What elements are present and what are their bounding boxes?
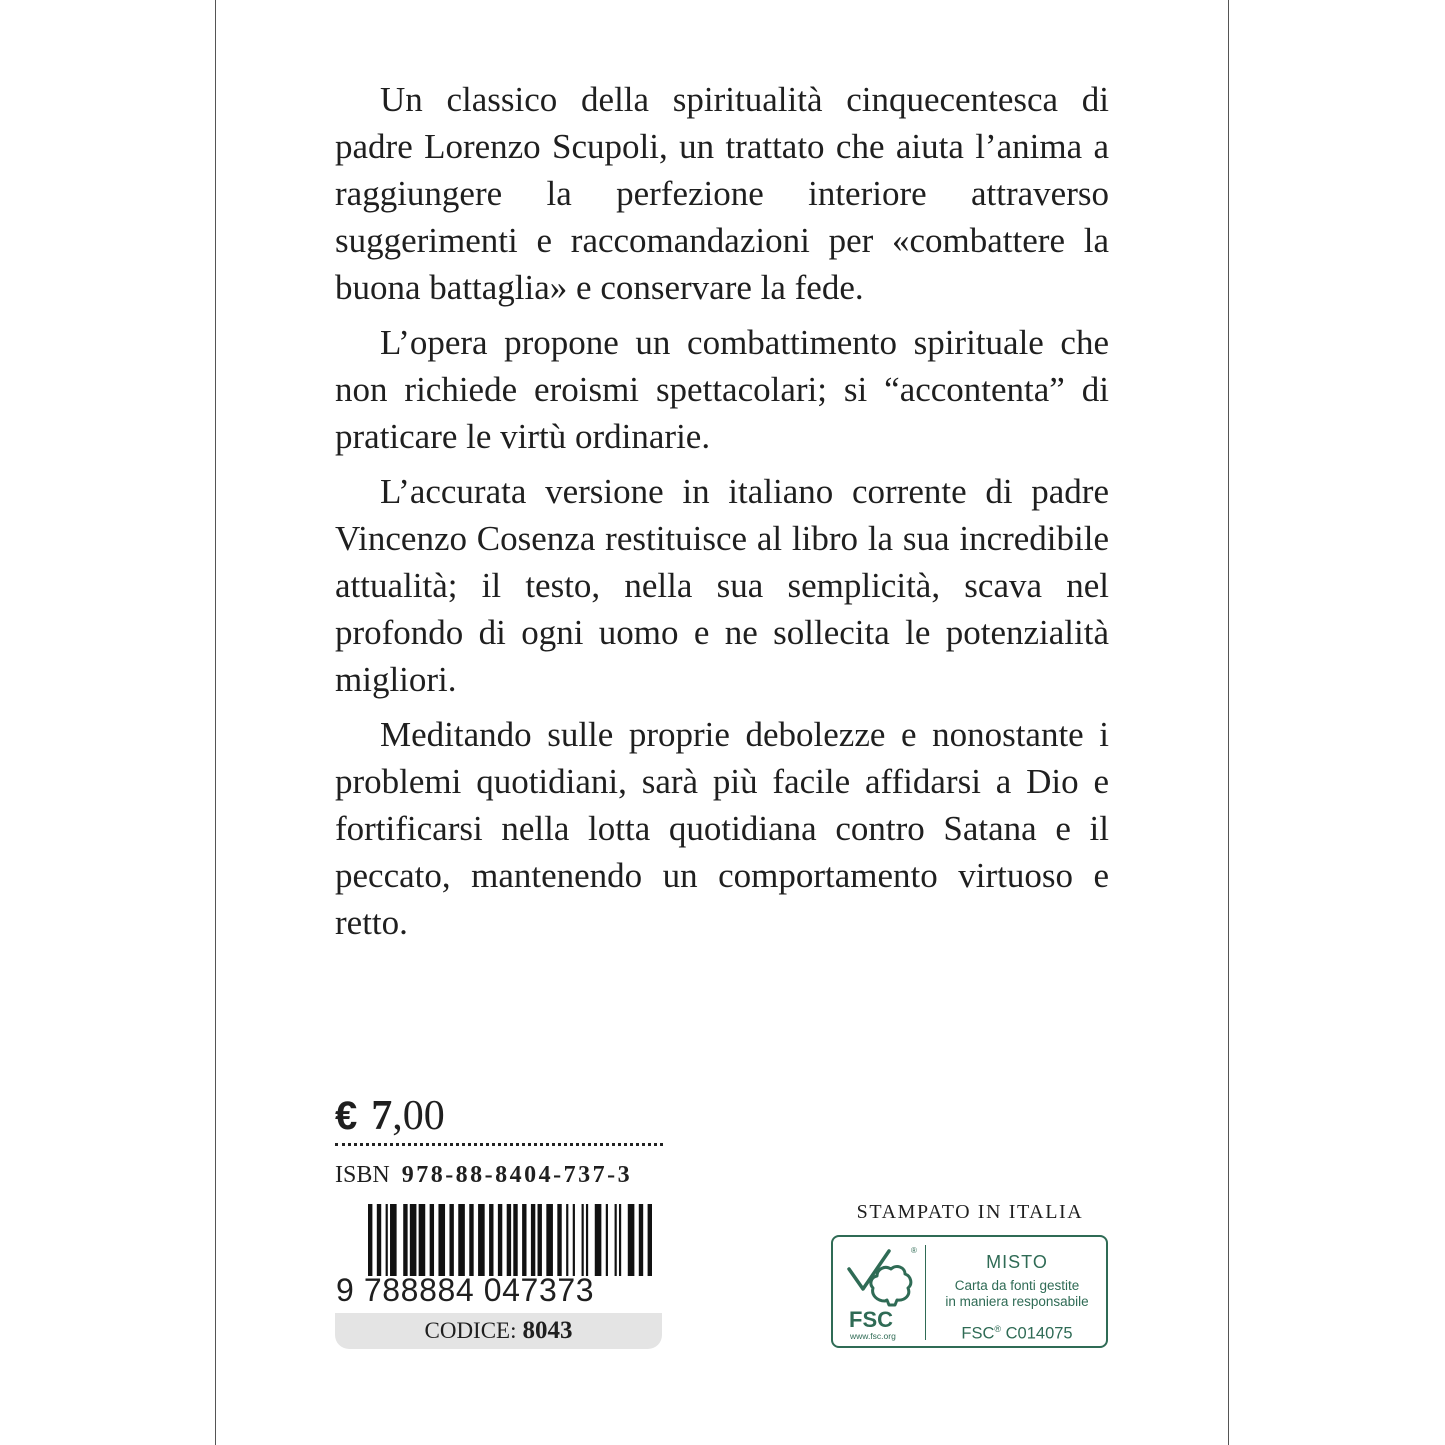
price-decimals: ,00: [392, 1093, 445, 1139]
price-tag: [335, 1088, 445, 1144]
barcode-bar: [489, 1204, 493, 1276]
barcode-bar: [419, 1204, 426, 1276]
barcode-bar: [513, 1204, 517, 1276]
fsc-description: [931, 1278, 1103, 1310]
product-code-label: CODICE:: [424, 1318, 517, 1343]
barcode-bar: [498, 1204, 502, 1276]
currency-symbol: €: [335, 1094, 358, 1138]
barcode-bar: [377, 1204, 381, 1276]
barcode-bar: [566, 1204, 568, 1276]
barcode-bar: [531, 1204, 535, 1276]
fsc-description-line-2: in maniera responsabile: [945, 1294, 1089, 1309]
fsc-code-prefix: FSC: [961, 1324, 995, 1343]
barcode-bar: [386, 1204, 388, 1276]
barcode-bar: [478, 1204, 485, 1276]
barcode-bar: [595, 1204, 602, 1276]
description-paragraph-4: Meditando sulle proprie debolezze e nonostante i problemi quotidiani, sarà più facile affidarsi a Dio e fortificarsi nella lotta quotidiana contro Satana e il peccato, mantenendo un comportamento virtuoso e retto.: [335, 715, 1109, 942]
isbn-number: 978-88-8404-737-3: [401, 1162, 633, 1188]
isbn-label: ISBN: [335, 1162, 390, 1188]
barcode-icon: [368, 1204, 652, 1276]
barcode-bar: [522, 1204, 526, 1276]
product-code-box: [335, 1313, 662, 1349]
barcode-bar: [390, 1204, 397, 1276]
barcode-bar: [403, 1204, 407, 1276]
description-paragraph-2: L’opera propone un combattimento spirituale che non richiede eroismi spettacolari; si “accontenta” di praticare le virtù ordinarie.: [335, 323, 1109, 456]
barcode-digits: 9 788884 047373: [336, 1272, 595, 1308]
fsc-text-block: [931, 1237, 1103, 1344]
barcode-bar: [615, 1204, 617, 1276]
barcode-bar: [458, 1204, 465, 1276]
barcode-bar: [507, 1204, 511, 1276]
fsc-registered-mark: ®: [911, 1246, 917, 1255]
barcode-bar: [639, 1204, 643, 1276]
barcode-bar: [438, 1204, 445, 1276]
fsc-divider: [925, 1245, 926, 1340]
barcode-bar: [606, 1204, 608, 1276]
description-paragraph-1: Un classico della spiritualità cinquecentesca di padre Lorenzo Scupoli, un trattato che aiuta l’anima a raggiungere la perfezione interiore attraverso suggerimenti e raccomandazioni per «combattere la buona battaglia» e conservare la fede.: [335, 80, 1109, 307]
barcode-bar: [538, 1204, 542, 1276]
barcode-bar: [449, 1204, 453, 1276]
barcode-bar: [628, 1204, 635, 1276]
cover-description: [335, 76, 1109, 954]
product-code-value: 8043: [522, 1317, 573, 1344]
fsc-code-registered: ®: [994, 1324, 1002, 1334]
fsc-certification-badge: [831, 1235, 1108, 1348]
barcode-bar: [410, 1204, 417, 1276]
barcode-bar: [619, 1204, 621, 1276]
barcode-bar: [430, 1204, 434, 1276]
barcode-bar: [586, 1204, 588, 1276]
barcode-bar: [368, 1204, 372, 1276]
printed-in-label: STAMPATO IN ITALIA: [856, 1201, 1084, 1223]
isbn-line: [335, 1159, 632, 1191]
barcode-bar: [582, 1204, 584, 1276]
fsc-logo-text: FSC: [849, 1307, 893, 1332]
barcode-bar: [469, 1204, 473, 1276]
fsc-tree-check-icon: [841, 1243, 921, 1343]
barcode-bar: [648, 1204, 652, 1276]
fsc-label: MISTO: [986, 1252, 1048, 1272]
fsc-description-line-1: Carta da fonti gestite: [954, 1278, 1080, 1293]
fsc-code-number: C014075: [1005, 1324, 1073, 1343]
price-integer: 7: [371, 1093, 393, 1139]
description-paragraph-3: L’accurata versione in italiano corrente di padre Vincenzo Cosenza restituisce al libro la sua incredibile attualità; il testo, nella sua semplicità, scava nel profondo di ogni uomo e ne sollecita le potenzialità migliori.: [335, 472, 1109, 699]
barcode-bar: [557, 1204, 561, 1276]
fsc-website: www.fsc.org: [850, 1331, 896, 1341]
barcode-bar: [573, 1204, 575, 1276]
fsc-code: [931, 1319, 1103, 1344]
price-divider: [335, 1143, 663, 1146]
barcode-bar: [546, 1204, 553, 1276]
